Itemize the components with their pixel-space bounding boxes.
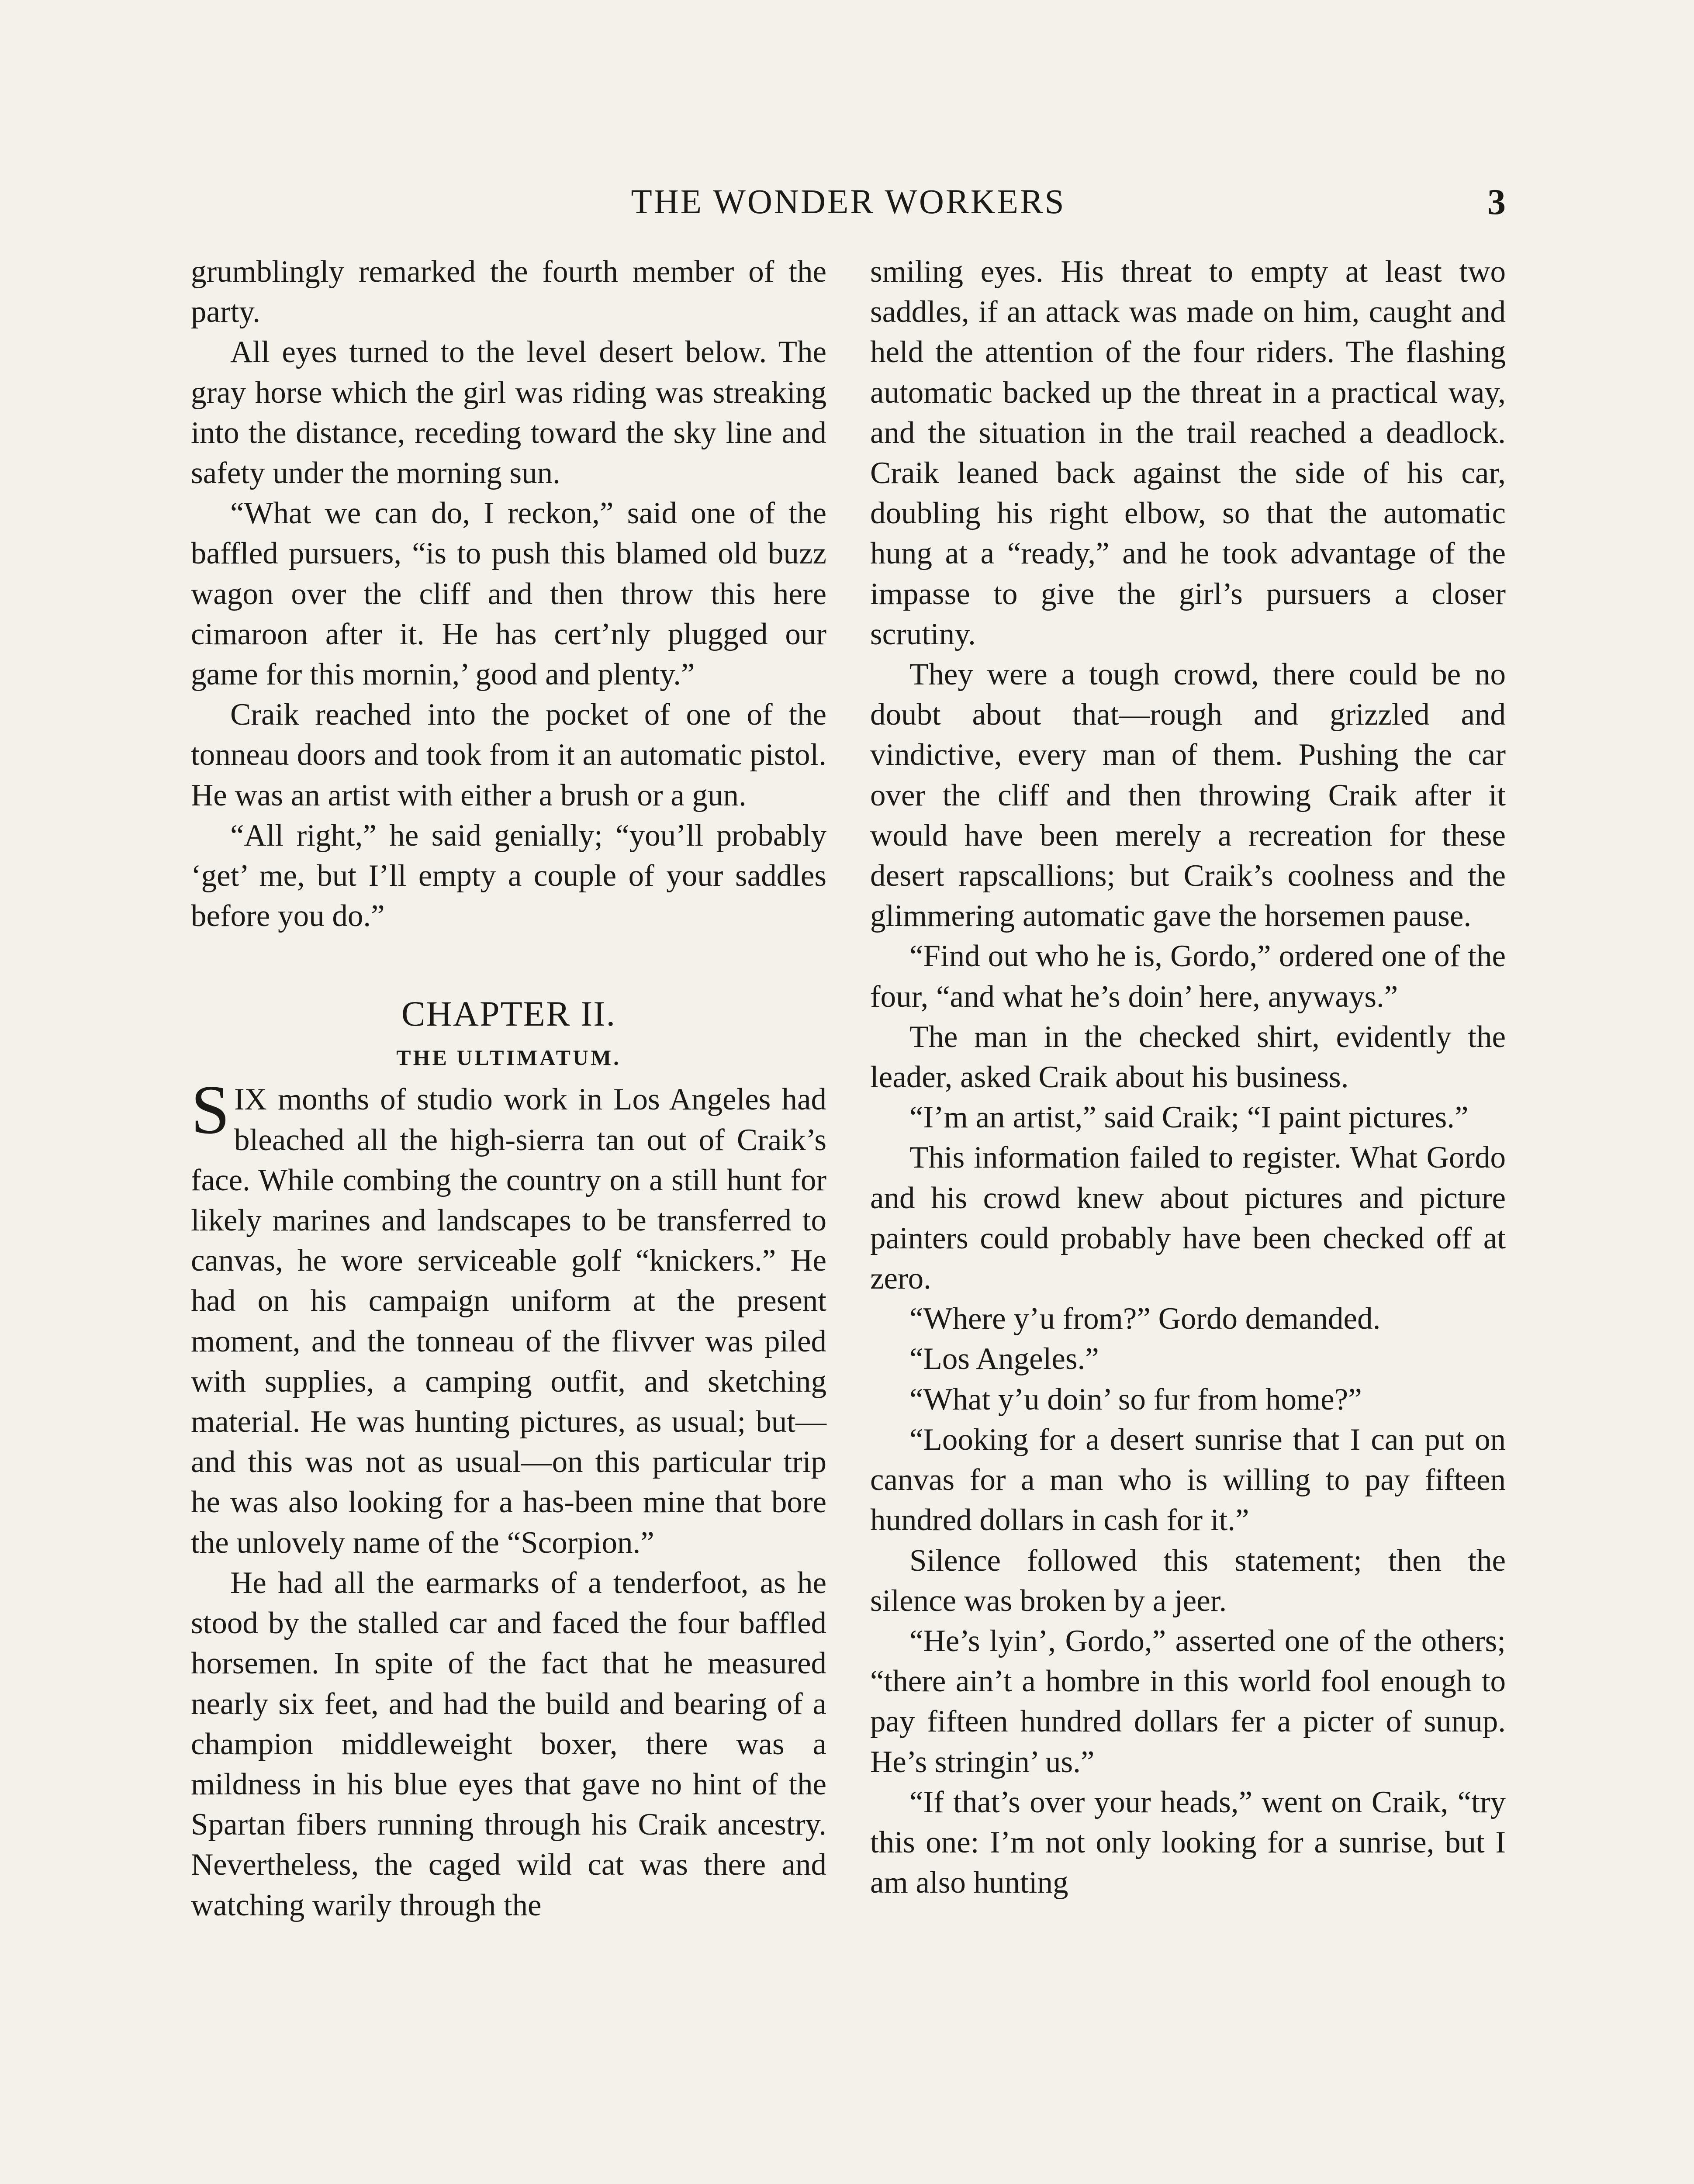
- paragraph: “All right,” he said genially; “you’ll probably ‘get’ me, but I’ll empty a couple of your saddles before you do.”: [191, 818, 826, 933]
- paragraph: “I’m an artist,” said Craik; “I paint pictures.”: [909, 1100, 1469, 1135]
- paragraph-text: IX months of studio work in Los Angeles had bleached all the high-sierra tan out of Craik’s face. While combing the country on a still hunt for likely marines and landscapes to be transferred to canvas, he wore serviceable golf “knickers.” He had on his campaign uniform at the present moment, and the tonneau of the flivver was piled with supplies, a camping outfit, and sketching material. He was hunting pictures, as usual; but—and this was not as usual—on this particular trip he was also looking for a has-been mine that bore the unlovely name of the “Scorpion.”: [191, 1082, 826, 1560]
- paragraph: “Where y’u from?” Gordo demanded.: [909, 1302, 1381, 1336]
- paragraph: The man in the checked shirt, evidently the leader, asked Craik about his business.: [870, 1019, 1506, 1095]
- chapter-subtitle: THE ULTIMATUM.: [396, 1045, 621, 1070]
- paragraph: “He’s lyin’, Gordo,” asserted one of the others; “there ain’t a hombre in this world fool enough to pay fifteen hundred dollars fer a picter of sunup. He’s stringin’ us.”: [870, 1624, 1506, 1779]
- page-number: 3: [1487, 182, 1506, 222]
- paragraph: grumblingly remarked the fourth member of the party.: [191, 255, 826, 329]
- paragraph: smiling eyes. His threat to empty at least two saddles, if an attack was made on him, caught and held the attention of the four riders. The flashing automatic backed up the threat in a practical way, and the situation in the trail reached a deadlock. Craik leaned back against the side of his car, doubling his right elbow, so that the automatic hung at a “ready,” and he took advantage of the impasse to give the girl’s pursuers a closer scrutiny.: [870, 255, 1506, 651]
- right-column: [870, 252, 1506, 1903]
- page-header: [191, 178, 1506, 226]
- paragraph: “What we can do, I reckon,” said one of the baffled pursuers, “is to push this blamed old buzz wagon over the cliff and then throw this here cimaroon after it. He has cert’nly plugged our game for this mornin,’ good and plenty.”: [191, 496, 826, 692]
- running-title: THE WONDER WORKERS: [631, 183, 1066, 221]
- paragraph: All eyes turned to the level desert below. The gray horse which the girl was riding was streaking into the distance, receding toward the sky line and safety under the morning sun.: [191, 335, 826, 491]
- left-column: [191, 252, 826, 1925]
- paragraph: “Find out who he is, Gordo,” ordered one of the four, “and what he’s doin’ here, anyways.”: [870, 939, 1506, 1014]
- paragraph: “Los Angeles.”: [909, 1342, 1099, 1376]
- paragraph: “If that’s over your heads,” went on Craik, “try this one: I’m not only looking for a sunrise, but I am also hunting: [870, 1785, 1506, 1900]
- paragraph: He had all the earmarks of a tenderfoot, as he stood by the stalled car and faced the four baffled horsemen. In spite of the fact that he measured nearly six feet, and had the build and bearing of a champion middleweight boxer, there was a mildness in his blue eyes that gave no hint of the Spartan fibers running through his Craik ancestry. Nevertheless, the caged wild cat was there and watching warily through the: [191, 1565, 826, 1922]
- drop-cap: S: [191, 1071, 230, 1149]
- paragraph: Craik reached into the pocket of one of the tonneau doors and took from it an automatic pistol. He was an artist with either a brush or a gun.: [191, 698, 826, 812]
- chapter-opening-paragraph: [191, 1071, 826, 1562]
- paragraph: “What y’u doin’ so fur from home?”: [909, 1382, 1362, 1417]
- paragraph: This information failed to register. What Gordo and his crowd knew about pictures and picture painters could probably have been checked off at zero.: [870, 1140, 1506, 1296]
- paragraph: They were a tough crowd, there could be no doubt about that—rough and grizzled and vindictive, every man of them. Pushing the car over the cliff and then throwing Craik after it would have been merely a recreation for these desert rapscallions; but Craik’s coolness and the glimmering automatic gave the horsemen pause.: [870, 657, 1506, 933]
- paragraph: “Looking for a desert sunrise that I can put on canvas for a man who is willing to pay fifteen hundred dollars in cash for it.”: [870, 1422, 1506, 1538]
- chapter-title: CHAPTER II.: [401, 994, 616, 1034]
- paragraph: Silence followed this statement; then the silence was broken by a jeer.: [870, 1543, 1506, 1618]
